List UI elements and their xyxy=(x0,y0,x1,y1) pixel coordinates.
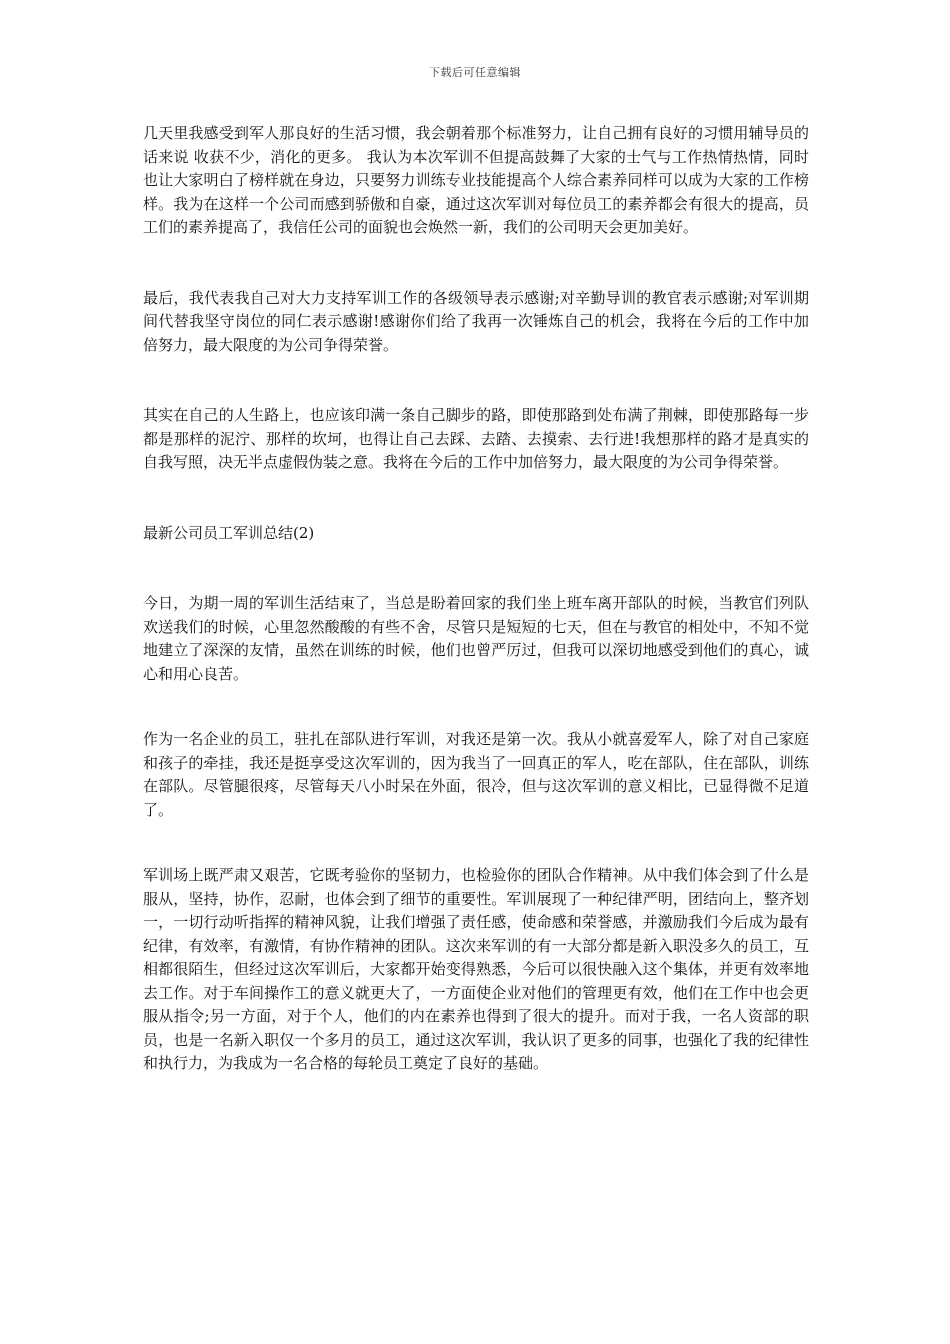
paragraph-4: 今日，为期一周的军训生活结束了，当总是盼着回家的我们坐上班车离开部队的时候，当教官们列队欢送我们的时候，心里忽然酸酸的有些不舍，尽管只是短短的七天，但在与教官的相处中，不知不觉地建立了深深的友情，虽然在训练的时候，他们也曾严厉过，但我可以深切地感受到他们的真心，诚心和用心良苦。 xyxy=(143,594,809,683)
paragraph-1: 几天里我感受到军人那良好的生活习惯，我会朝着那个标准努力，让自己拥有良好的习惯用辅导员的话来说 收获不少，消化的更多。 我认为本次军训不但提高鼓舞了大家的士气与工作热情热情，同时也让大家明白了榜样就在身边，只要努力训练专业技能提高个人综合素养同样可以成为大家的工作榜样。我为在这样一个公司而感到骄傲和自豪，通过这次军训对每位员工的素养都会有很大的提高，员工们的素养提高了，我信任公司的面貌也会焕然一新，我们的公司明天会更加美好。 xyxy=(143,124,809,236)
paragraph-3: 其实在自己的人生路上，也应该印满一条自己脚步的路，即使那路到处布满了荆棘，即使那路每一步都是那样的泥泞、那样的坎坷，也得让自己去踩、去踏、去摸索、去行进!我想那样的路才是真实的自我写照，决无半点虚假伪装之意。我将在今后的工作中加倍努力，最大限度的为公司争得荣誉。 xyxy=(143,406,809,471)
section-heading: 最新公司员工军训总结(2) xyxy=(143,523,315,542)
paragraph-2: 最后，我代表我自己对大力支持军训工作的各级领导表示感谢;对辛勤导训的教官表示感谢;对军训期间代替我坚守岗位的同仁表示感谢!感谢你们给了我再一次锤炼自己的机会，我将在今后的工作中加倍努力，最大限度的为公司争得荣誉。 xyxy=(143,288,809,354)
paragraph-5: 作为一名企业的员工，驻扎在部队进行军训，对我还是第一次。我从小就喜爱军人，除了对自己家庭和孩子的牵挂，我还是挺享受这次军训的，因为我当了一回真正的军人，吃在部队，住在部队，训练在部队。尽管腿很疼，尽管每天八小时呆在外面，很冷，但与这次军训的意义相比，已显得微不足道了。 xyxy=(143,730,809,819)
document-body xyxy=(143,122,809,1076)
paragraph-6: 军训场上既严肃又艰苦，它既考验你的坚韧力，也检验你的团队合作精神。从中我们体会到了什么是服从，坚持，协作，忍耐，也体会到了细节的重要性。军训展现了一种纪律严明，团结向上，整齐划一，一切行动听指挥的精神风貌，让我们增强了责任感，使命感和荣誉感，并激励我们今后成为最有纪律，有效率，有激情，有协作精神的团队。这次来军训的有一大部分都是新入职没多久的员工，互相都很陌生，但经过这次军训后，大家都开始变得熟悉，今后可以很快融入这个集体，并更有效率地去工作。对于车间操作工的意义就更大了，一方面使企业对他们的管理更有效，他们在工作中也会更服从指令;另一方面，对于个人，他们的内在素养也得到了很大的提升。而对于我，一名人资部的职员，也是一名新入职仅一个多月的员工，通过这次军训，我认识了更多的同事，也强化了我的纪律性和执行力，为我成为一名合格的每轮员工奠定了良好的基础。 xyxy=(143,866,809,1072)
page-header: 下载后可任意编辑 xyxy=(429,66,521,79)
